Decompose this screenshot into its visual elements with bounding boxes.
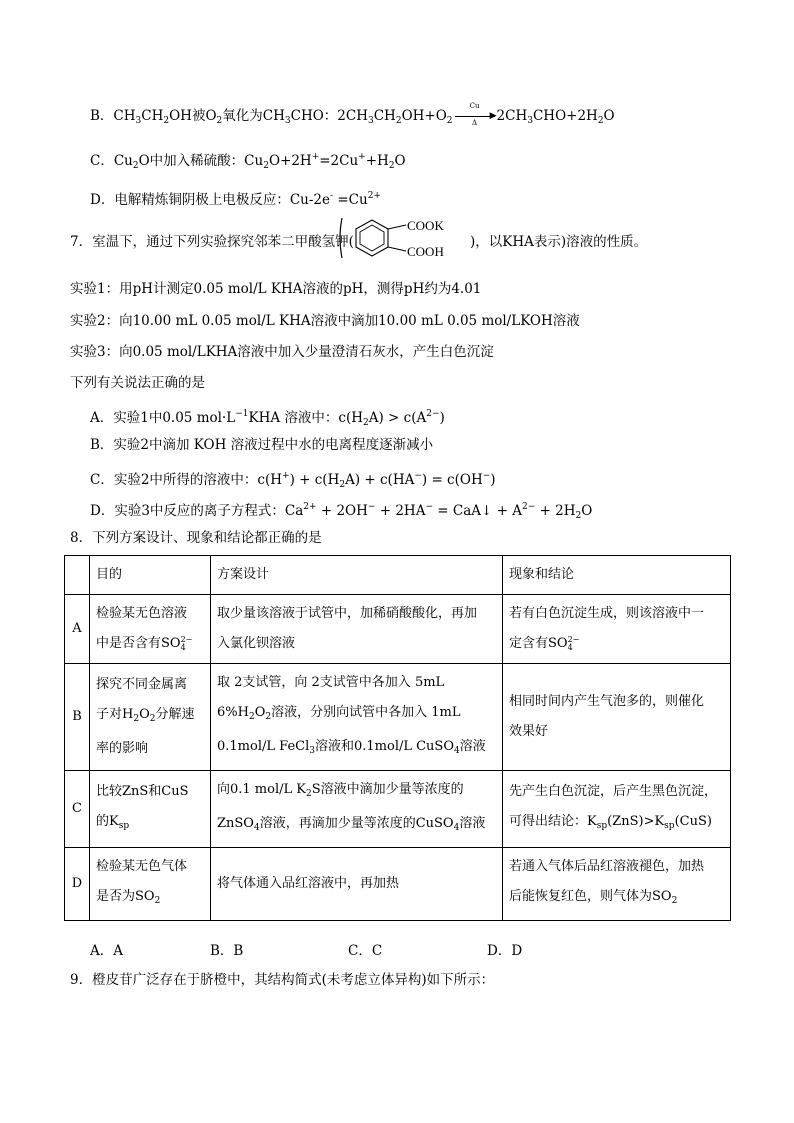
q8-stem: 8．下列方案设计、现象和结论都正确的是 — [70, 530, 322, 546]
table-header-result: 现象和结论 — [503, 556, 731, 595]
row-design: 取 2支试管，向 2支试管中各加入 5mL $6\%H_2O_2$溶液，分别向试管中各加入 1mL 0.1mol/L FeCl$_3$溶液和0.1mol/L CuSO$_4$溶液 — [211, 664, 503, 771]
q8-answer-d: D．D — [487, 943, 523, 959]
q8-table — [64, 555, 731, 921]
q8-answer-b: B．B — [210, 943, 244, 959]
reaction-arrow: Cu ▶ Δ — [455, 110, 495, 124]
q6-option-d: D．电解精炼铜阴极上电极反应：$Cu-2e^- =Cu^{2+}$ — [90, 191, 381, 208]
q7-stem-b: )，以KHA表示)溶液的性质。 — [470, 234, 648, 250]
q8-answer-c: C．C — [348, 943, 383, 959]
table-row — [65, 771, 731, 848]
potassium-hydrogen-phthalate-structure — [336, 214, 472, 262]
row-purpose: 检验某无色气体 是否为$SO_2$ — [90, 848, 211, 921]
row-label: C — [65, 771, 90, 848]
q6-option-c: C．$Cu_2O$中加入稀硫酸：$Cu_2O+2H^+=2Cu^++H_2O$ — [90, 152, 406, 171]
row-purpose: 比较ZnS和CuS 的$K_{sp}$ — [90, 771, 211, 848]
row-result: 若通入气体后品红溶液褪色，加热 后能恢复红色，则气体为$SO_2$ — [503, 848, 731, 921]
row-label: B — [65, 664, 90, 771]
q7-option-d: D．实验3中反应的离子方程式：$Ca^{2+} + 2OH^- + 2HA^-$ = CaA↓ + $A^{2-} + 2H_2O$ — [90, 502, 593, 521]
row-design: 取少量该溶液于试管中，加稀硝酸酸化，再加 入氯化钡溶液 — [211, 595, 503, 664]
row-label: A — [65, 595, 90, 664]
q7-prompt: 下列有关说法正确的是 — [70, 375, 205, 391]
table-row — [65, 664, 731, 771]
row-purpose: 检验某无色溶液 中是否含有SO2− 4 — [90, 595, 211, 664]
table-header-row — [65, 556, 731, 595]
row-label: D — [65, 848, 90, 921]
row-result: 若有白色沉淀生成，则该溶液中一 定含有SO2− 4 — [503, 595, 731, 664]
cooh-label: COOH — [407, 244, 444, 259]
q7-stem-a: 7．室温下，通过下列实验探究邻苯二甲酸氢钾( — [70, 234, 354, 250]
q7-experiment-2: 实验2：向10.00 mL 0.05 mol/L KHA溶液中滴加10.00 mL 0.05 mol/LKOH溶液 — [70, 313, 580, 329]
row-purpose: 探究不同金属离 子对$H_2O_2$分解速 率的影响 — [90, 664, 211, 771]
table-header-purpose: 目的 — [90, 556, 211, 595]
q7-option-c: C．实验2中所得的溶液中：$c(H^+) + c(H_2A) + c(HA^-) = c(OH^-)$ — [90, 471, 496, 490]
row-design: 向0.1 mol/L $K_2S$溶液中滴加少量等浓度的 ZnSO$_4$溶液，再滴加少量等浓度的CuSO$_4$溶液 — [211, 771, 503, 848]
table-row — [65, 595, 731, 664]
q8-answer-a: A．A — [90, 943, 123, 959]
q9-stem: 9．橙皮苷广泛存在于脐橙中，其结构简式(未考虑立体异构)如下所示： — [70, 972, 495, 988]
table-header-design: 方案设计 — [211, 556, 503, 595]
q7-experiment-1: 实验1：用pH计测定0.05 mol/L KHA溶液的pH，测得pH约为4.01 — [70, 281, 482, 297]
q6-option-b: B．$CH_3CH_2OH$被$O_2$氧化为$CH_3CHO$：$2CH_3CH_2OH+O_2$ Cu ▶ Δ $2CH_3CHO+2H_2O$ — [90, 101, 615, 127]
q7-option-b: B．实验2中滴加 KOH 溶液过程中水的电离程度逐渐减小 — [90, 437, 434, 453]
q7-option-a: A．实验1中0.05 $mol\cdot L^{-1}KHA$ 溶液中：$c(H_2A) > c(A^{2-})$ — [90, 409, 445, 428]
row-result: 相同时间内产生气泡多的，则催化 效果好 — [503, 664, 731, 771]
row-design: 将气体通入品红溶液中，再加热 — [211, 848, 503, 921]
table-header-empty — [65, 556, 90, 595]
q7-experiment-3: 实验3：向0.05 mol/LKHA溶液中加入少量澄清石灰水，产生白色沉淀 — [70, 344, 494, 360]
cook-label: COOK — [407, 218, 444, 233]
row-result: 先产生白色沉淀，后产生黑色沉淀， 可得出结论：$K_{sp}(ZnS)>K_{sp}(CuS)$ — [503, 771, 731, 848]
table-row — [65, 848, 731, 921]
